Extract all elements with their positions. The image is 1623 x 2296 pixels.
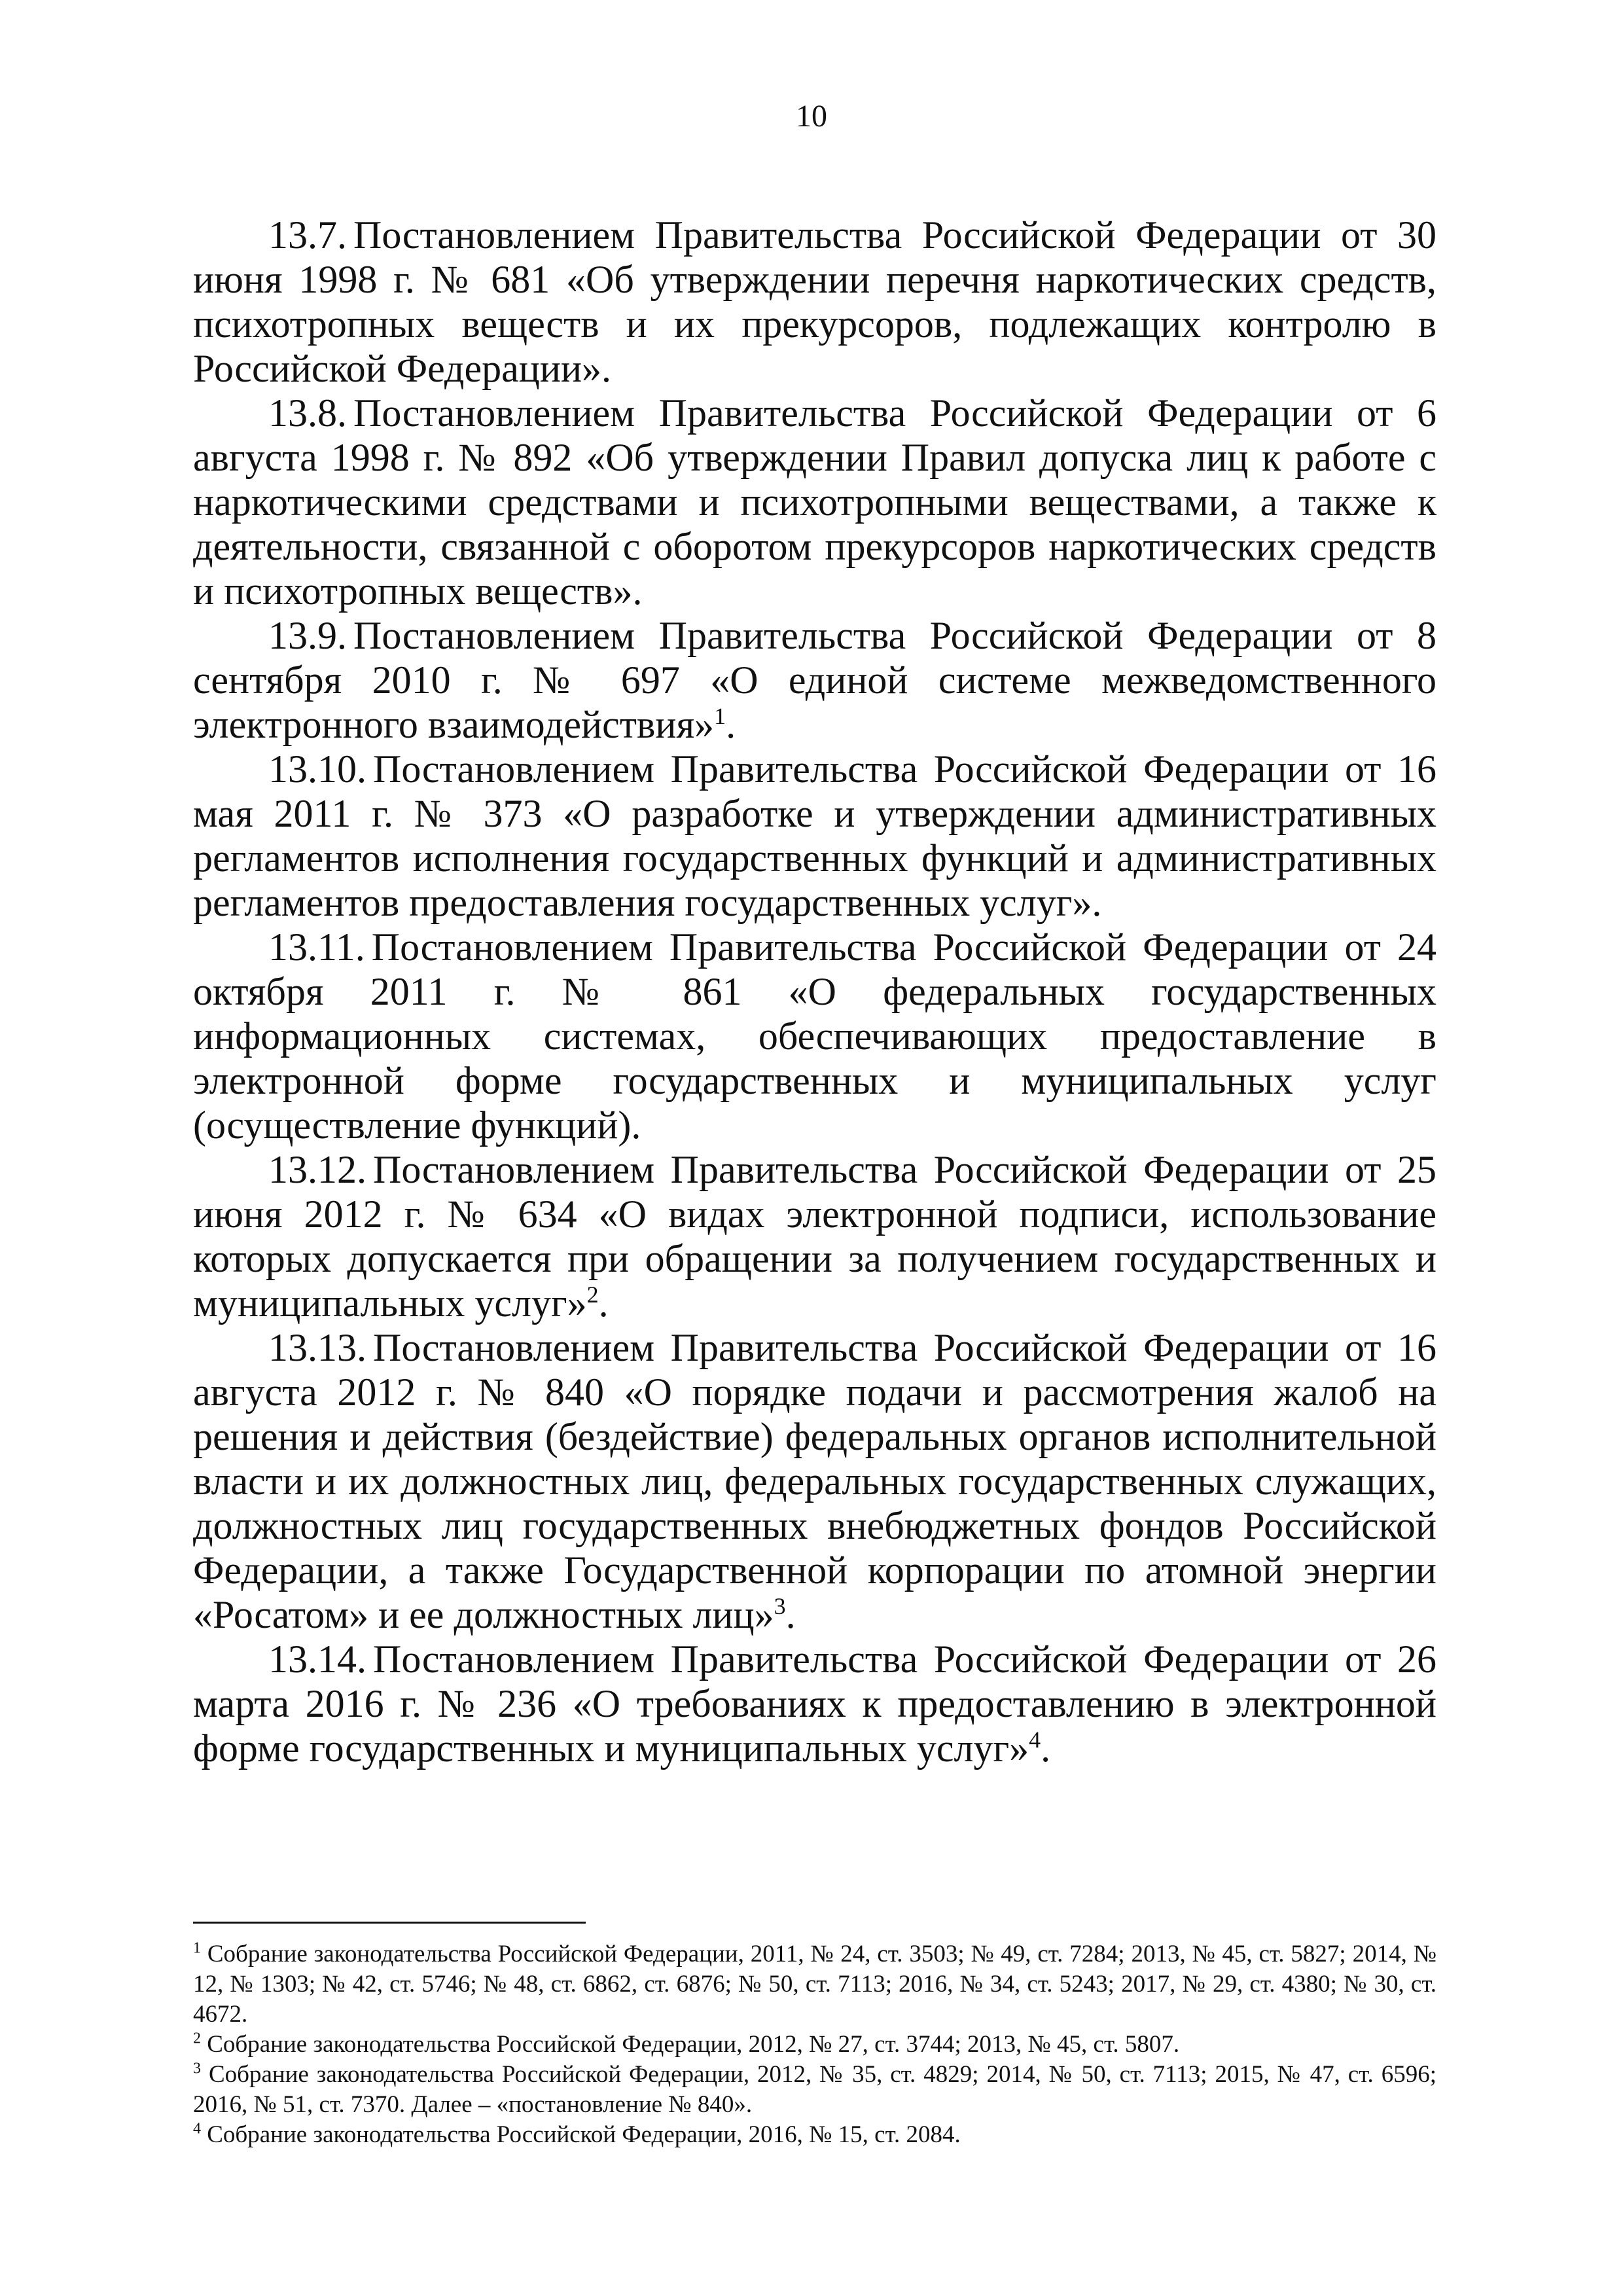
item-text: Постановлением Правительства Российской Федерации от 30 июня 1998 г. № 681 «Об утверждении перечня наркотических средств, психотропных веществ и их прекурсоров, подлежащих контролю в Российской Федерации». [193,213,1436,390]
item-number: 13.9. [268,614,347,657]
list-item: 13.12. Постановлением Правительства Российской Федерации от 25 июня 2012 г. № 634 «О видах электронной подписи, использование которых допускается при обращении за получением государственных и муниципальных услуг»$^2$. [193,1148,1436,1325]
item-number: 13.12. [268,1148,366,1191]
list-item: 13.9. Постановлением Правительства Российской Федерации от 8 сентября 2010 г. № 697 «О единой системе межведомственного электронного взаимодействия»$^1$. [193,614,1436,746]
item-number: 13.7. [268,213,347,257]
item-number: 13.11. [268,925,365,969]
footnote [193,1939,1436,2030]
footnotes [193,1939,1436,2150]
footnote-text: Собрание законодательства Российской Федерации, 2011, № 24, ст. 3503; № 49, ст. 7284; 2013, № 45, ст. 5827; 2014, № 12, № 1303; № 42, ст. 5746; № 48, ст. 6862, ст. 6876; № 50, ст. 7113; 2016, № 34, ст. 5243; 2017, № 29, ст. 4380; № 30, ст. 4672. [193,1941,1436,2028]
footnote-ref: 1 [714,703,726,729]
item-number: 13.14. [268,1638,366,1681]
item-text: Постановлением Правительства Российской Федерации от 24 октября 2011 г. № 861 «О федеральных государственных информационных системах, обеспечивающих предоставление в электронной форме государственных и муниципальных услуг (осуществление функций). [193,925,1436,1147]
footnote-ref: 3 [774,1593,786,1619]
page-number: 10 [796,99,827,134]
item-text: Постановлением Правительства Российской Федерации от 16 мая 2011 г. № 373 «О разработке и утверждении административных регламентов исполнения государственных функций и административных регламентов предоставления государственных услуг». [193,747,1436,924]
list-item [193,925,1436,1147]
footnote-text: Собрание законодательства Российской Федерации, 2016, № 15, ст. 2084. [207,2121,961,2148]
footnote-divider [193,1922,586,1924]
footnote [193,2060,1436,2120]
footnote-text: Собрание законодательства Российской Федерации, 2012, № 35, ст. 4829; 2014, № 50, ст. 7113; 2015, № 47, ст. 6596; 2016, № 51, ст. 7370. Далее – «постановление № 840». [193,2061,1437,2118]
item-text: Постановлением Правительства Российской Федерации от 16 августа 2012 г. № 840 «О порядке подачи и рассмотрения жалоб на решения и действия (бездействие) федеральных органов исполнительной власти и их должностных лиц, федеральных государственных служащих, должностных лиц государственных внебюджетных фондов Российской Федерации, а также Государственной корпорации по атомной энергии «Росатом» и ее должностных лиц» [193,1326,1436,1636]
item-text: Постановлением Правительства Российской Федерации от 26 марта 2016 г. № 236 «О требованиях к предоставлению в электронной форме государственных и муниципальных услуг» [193,1638,1436,1770]
list-item: 13.13. Постановлением Правительства Российской Федерации от 16 августа 2012 г. № 840 «О порядке подачи и рассмотрения жалоб на решения и действия (бездействие) федеральных органов исполнительной власти и их должностных лиц, федеральных государственных служащих, должностных лиц государственных внебюджетных фондов Российской Федерации, а также Государственной корпорации по атомной энергии «Росатом» и ее должностных лиц»$^3$. [193,1326,1436,1636]
list-item [193,213,1436,391]
footnote-mark: 3 [193,2060,201,2077]
footnote-mark: 1 [193,1939,201,1957]
footnote-mark: 4 [193,2120,201,2138]
footnote-text: Собрание законодательства Российской Федерации, 2012, № 27, ст. 3744; 2013, № 45, ст. 5807. [207,2031,1180,2058]
footnote [193,2030,1436,2060]
item-number: 13.13. [268,1326,366,1369]
document-body [193,213,1436,1770]
footnote-ref: 4 [1029,1727,1041,1753]
item-text: Постановлением Правительства Российской Федерации от 8 сентября 2010 г. № 697 «О единой системе межведомственного электронного взаимодействия» [193,614,1436,746]
list-item: 13.14. Постановлением Правительства Российской Федерации от 26 марта 2016 г. № 236 «О требованиях к предоставлению в электронной форме государственных и муниципальных услуг»$^4$. [193,1638,1436,1770]
footnote-mark: 2 [193,2030,201,2047]
list-item [193,747,1436,925]
item-text: Постановлением Правительства Российской Федерации от 25 июня 2012 г. № 634 «О видах электронной подписи, использование которых допускается при обращении за получением государственных и муниципальных услуг» [193,1148,1436,1325]
item-number: 13.10. [268,747,366,791]
footnote [193,2120,1436,2150]
footnote-ref: 2 [586,1282,599,1308]
item-number: 13.8. [268,391,347,435]
item-text: Постановлением Правительства Российской Федерации от 6 августа 1998 г. № 892 «Об утверждении Правил допуска лиц к работе с наркотическими средствами и психотропными веществами, а также к деятельности, связанной с оборотом прекурсоров наркотических средств и психотропных веществ». [193,391,1436,613]
list-item [193,391,1436,613]
